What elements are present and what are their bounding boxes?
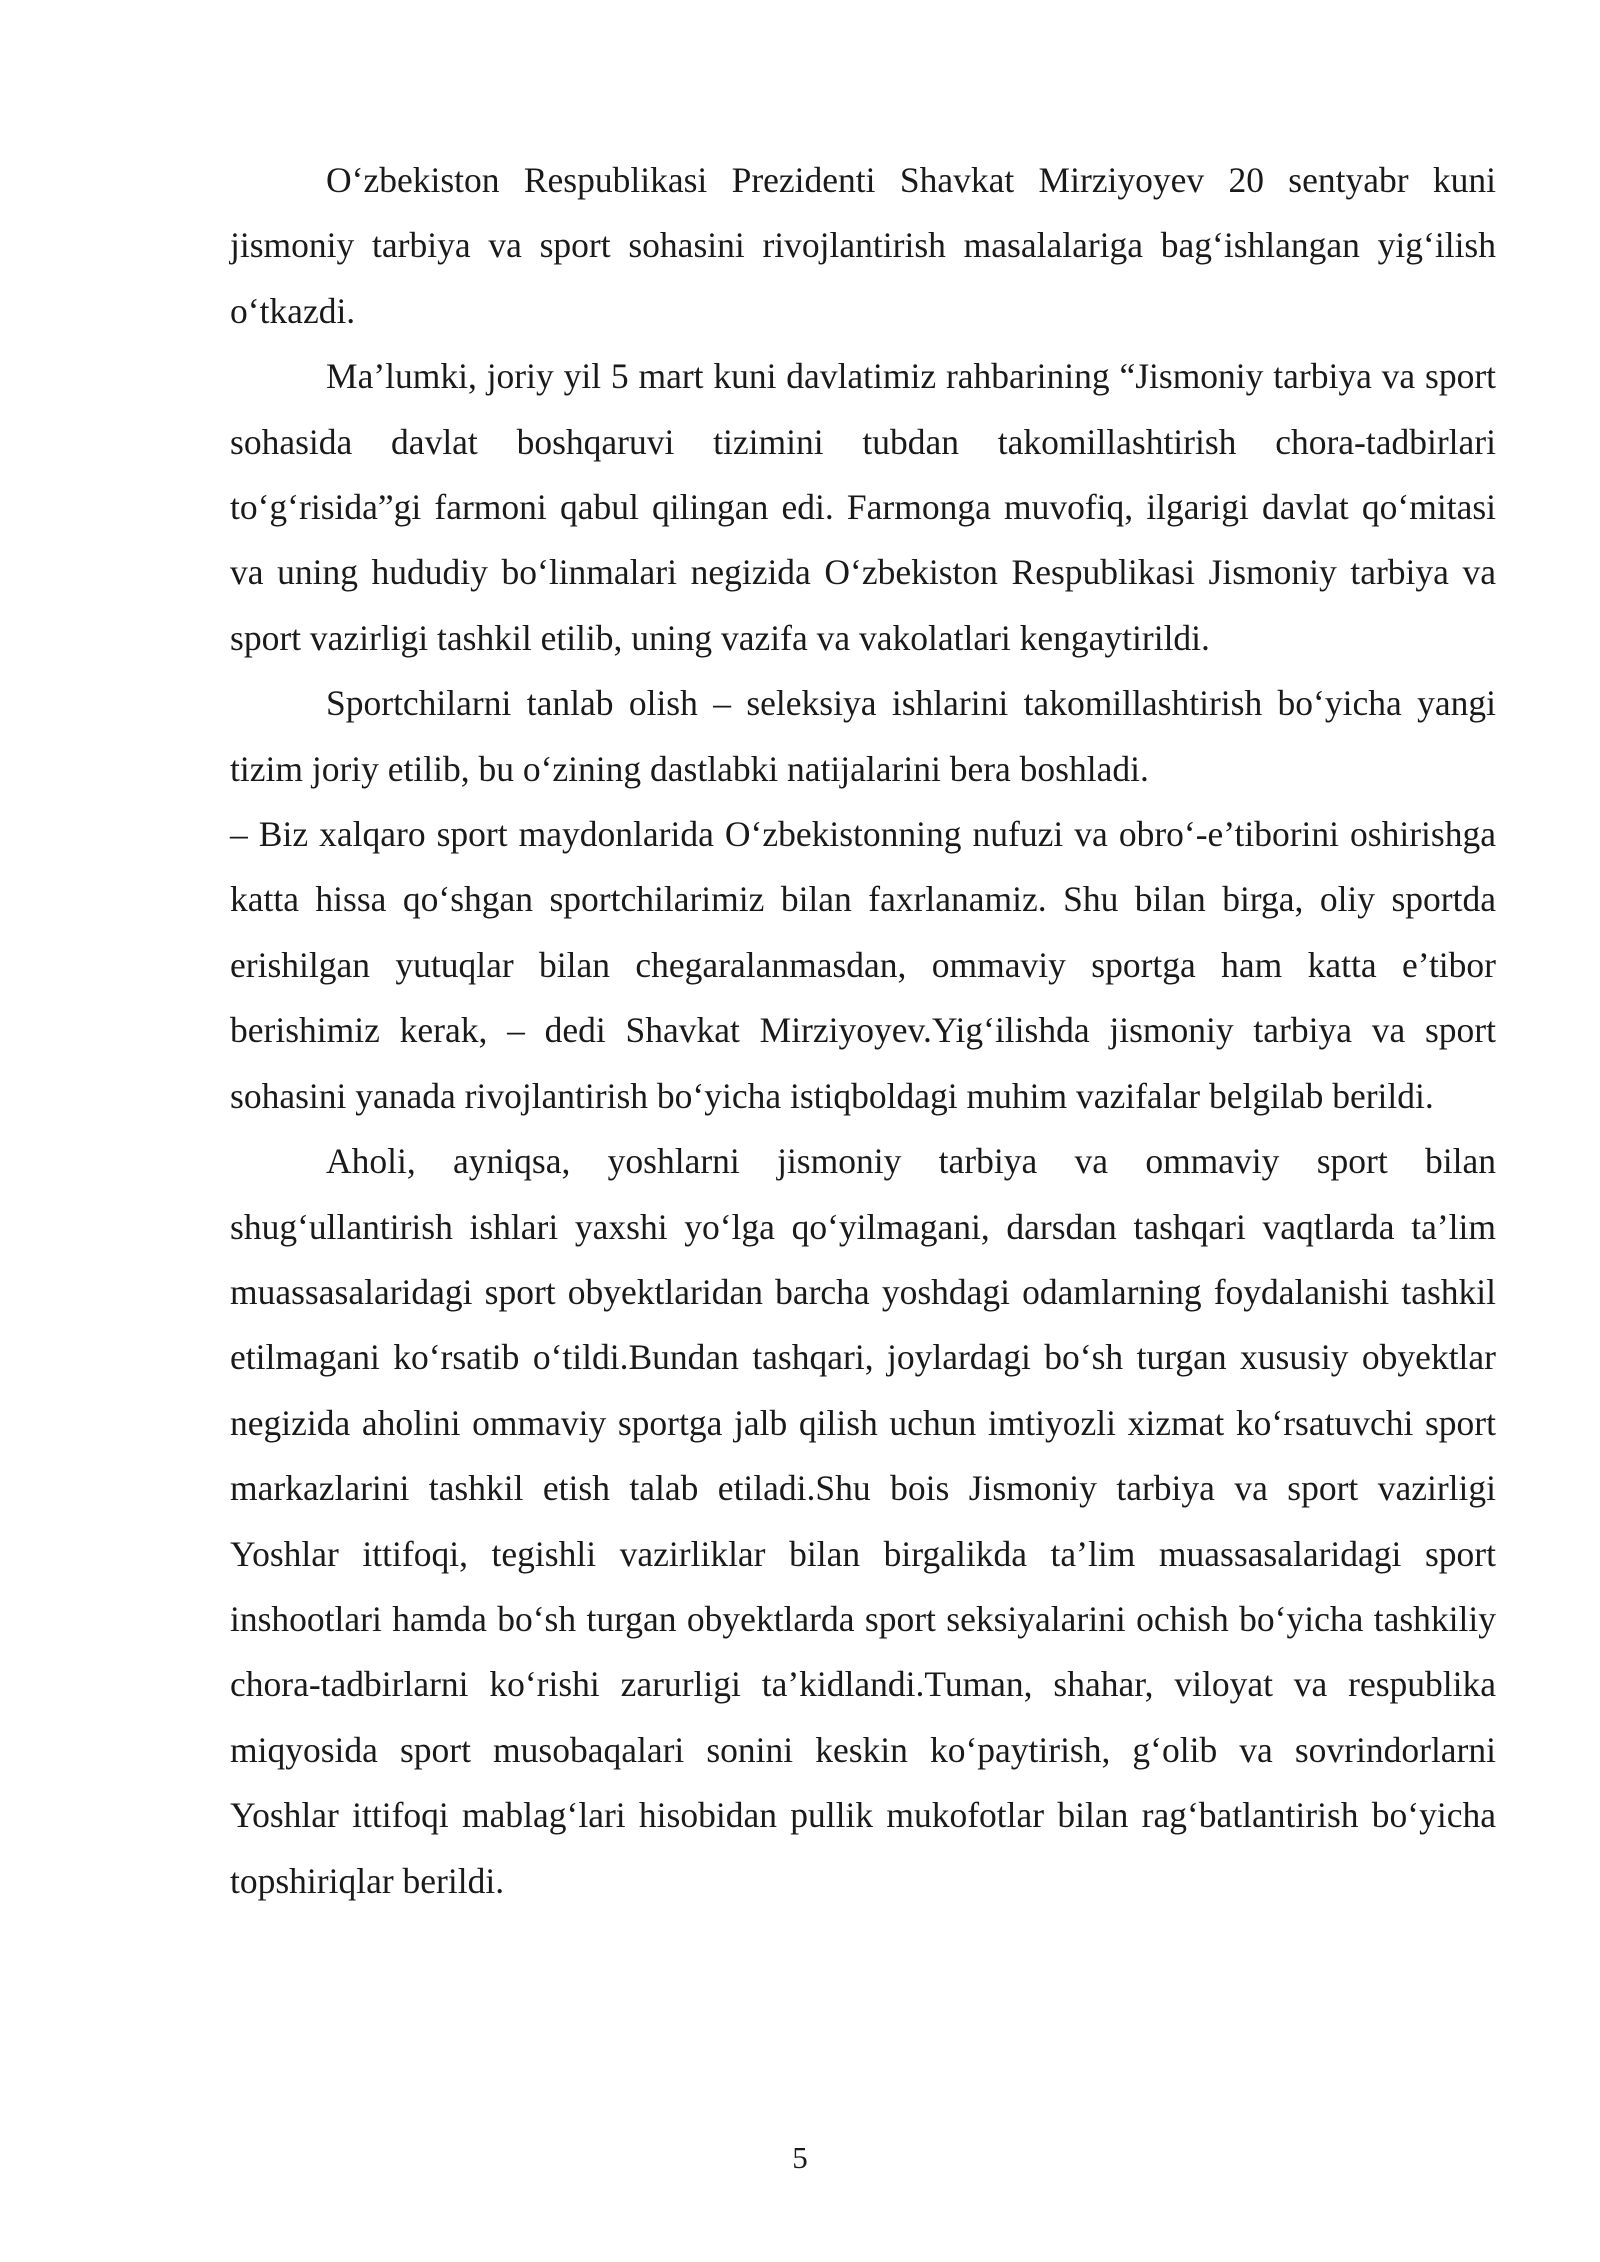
page-number: 5 <box>792 2140 808 2175</box>
paragraph-3: Sportchilarni tanlab olish – seleksiya ishlarini takomillashtirish bo‘yicha yangi tizim joriy etilib, bu o‘zining dastlabki natijalarini bera boshladi. <box>230 683 1496 789</box>
paragraph-5: Aholi, ayniqsa, yoshlarni jismoniy tarbiya va ommaviy sport bilan shug‘ullantirish ishlari yaxshi yo‘lga qo‘yilmagani, darsdan tashqari vaqtlarda ta’lim muassasalaridagi sport obyektlaridan barcha yoshdagi odamlarning foydalanishi tashkil etilmagani ko‘rsatib o‘tildi.Bundan tashqari, joylardagi bo‘sh turgan xususiy obyektlar negizida aholini ommaviy sportga jalb qilish uchun imtiyozli xizmat ko‘rsatuvchi sport markazlarini tashkil etish talab etiladi.Shu bois Jismoniy tarbiya va sport vazirligi Yoshlar ittifoqi, tegishli vazirliklar bilan birgalikda ta’lim muassasalaridagi sport inshootlari hamda bo‘sh turgan obyektlarda sport seksiyalarini ochish bo‘yicha tashkiliy chora-tadbirlarni ko‘rishi zarurligi ta’kidlandi.Tuman, shahar, viloyat va respublika miqyosida sport musobaqalari sonini keskin ko‘paytirish, g‘olib va sovrindorlarni Yoshlar ittifoqi mablag‘lari hisobidan pullik mukofotlar bilan rag‘batlantirish bo‘yicha topshiriqlar berildi. <box>230 1141 1496 1901</box>
paragraph-1: O‘zbekiston Respublikasi Prezidenti Shavkat Mirziyoyev 20 sentyabr kuni jismoniy tarbiya va sport sohasini rivojlantirish masalalariga bag‘ishlangan yig‘ilish o‘tkazdi. <box>230 160 1496 331</box>
document-body <box>230 148 1496 1914</box>
paragraph-2: Ma’lumki, joriy yil 5 mart kuni davlatimiz rahbarining “Jismoniy tarbiya va sport sohasida davlat boshqaruvi tizimini tubdan takomillashtirish chora-tadbirlari to‘g‘risida”gi farmoni qabul qilingan edi. Farmonga muvofiq, ilgarigi davlat qo‘mitasi va uning hududiy bo‘linmalari negizida O‘zbekiston Respublikasi Jismoniy tarbiya va sport vazirligi tashkil etilib, uning vazifa va vakolatlari kengaytirildi. <box>230 356 1496 658</box>
paragraph-4: – Biz xalqaro sport maydonlarida O‘zbekistonning nufuzi va obro‘-e’tiborini oshirishga katta hissa qo‘shgan sportchilarimiz bilan faxrlanamiz. Shu bilan birga, oliy sportda erishilgan yutuqlar bilan chegaralanmasdan, ommaviy sportga ham katta e’tibor berishimiz kerak, – dedi Shavkat Mirziyoyev.Yig‘ilishda jismoniy tarbiya va sport sohasini yanada rivojlantirish bo‘yicha istiqboldagi muhim vazifalar belgilab berildi. <box>230 814 1496 1116</box>
